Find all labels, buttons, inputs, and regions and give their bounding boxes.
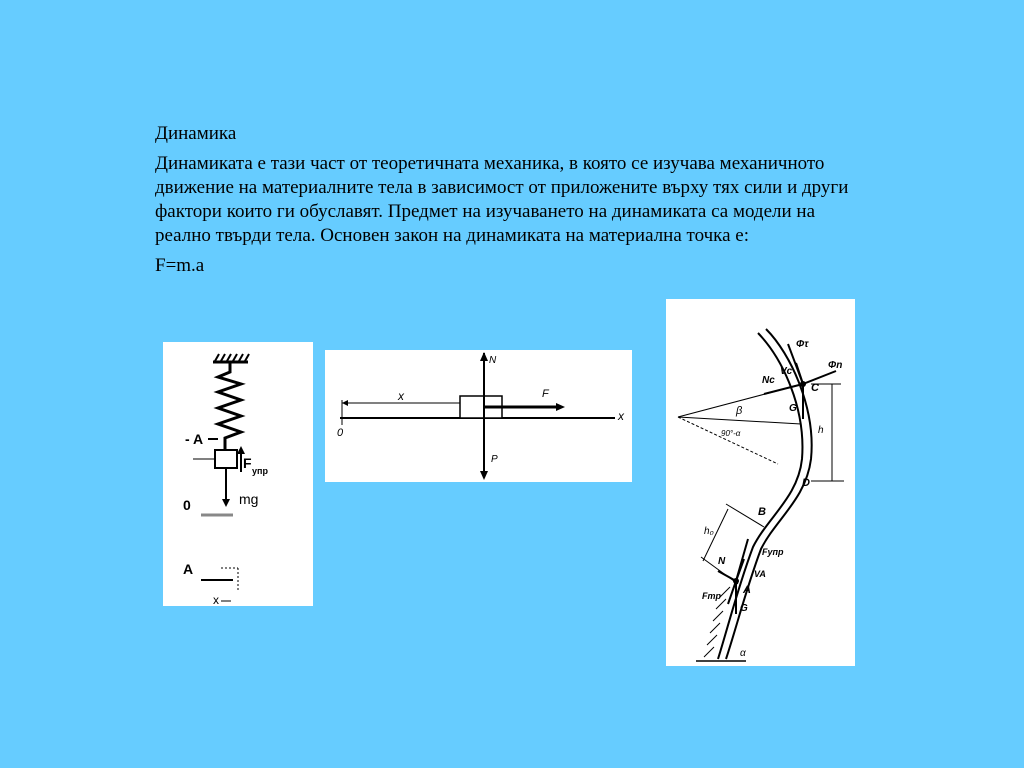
ramp-figure xyxy=(666,299,855,666)
label-x-axis: x xyxy=(618,409,624,423)
label-mg: mg xyxy=(239,491,259,507)
angle-line-lower xyxy=(678,417,778,464)
label-phi-n: Φn xyxy=(828,360,843,371)
mass-block xyxy=(215,450,237,468)
label-f-upr: Fупр xyxy=(762,547,784,557)
phi-n-arrow xyxy=(803,371,836,384)
label-vc: Vc xyxy=(780,366,793,377)
label-g-top: G xyxy=(789,403,797,414)
ramp-inner xyxy=(718,333,802,659)
slide-text-block xyxy=(155,122,855,278)
label-d: D xyxy=(802,477,810,489)
spring-diagram xyxy=(163,342,313,606)
block-figure xyxy=(325,350,632,482)
gravity-arrowhead xyxy=(222,499,230,507)
label-minus-a: - A xyxy=(185,431,204,447)
label-n: N xyxy=(489,355,497,366)
label-x-top: x xyxy=(398,389,404,403)
label-ftr: Fтр xyxy=(702,591,721,601)
label-phi-t: Φτ xyxy=(796,339,809,350)
spring-coil xyxy=(218,363,241,450)
spring-figure xyxy=(163,342,313,606)
label-b: B xyxy=(758,506,766,518)
label-beta: β xyxy=(736,405,743,417)
label-f-spring-sub: упр xyxy=(252,466,268,476)
block-diagram xyxy=(325,350,632,482)
label-h: h xyxy=(818,425,824,436)
label-a: A xyxy=(183,561,194,577)
label-alpha: α xyxy=(740,648,746,659)
n-arrow xyxy=(718,571,736,581)
label-origin: 0 xyxy=(337,427,344,439)
label-c: C xyxy=(811,382,819,394)
normal-force-arrowhead xyxy=(480,352,488,361)
force-spring-arrowhead xyxy=(237,446,245,454)
label-n: N xyxy=(718,556,726,567)
ceiling-hatch xyxy=(215,354,249,361)
label-angle: 90°-α xyxy=(721,429,741,438)
label-zero: 0 xyxy=(183,497,191,513)
applied-force-arrowhead xyxy=(556,403,565,411)
label-a: A xyxy=(743,584,751,596)
slide-title: Динамика xyxy=(155,123,237,144)
x-distance-arrow-left xyxy=(342,400,348,406)
label-x: x xyxy=(213,593,219,606)
label-va: VA xyxy=(754,569,766,579)
label-f-spring: F xyxy=(243,455,252,471)
vc-arrow xyxy=(796,363,803,384)
angle-line-mid xyxy=(678,417,801,424)
label-nc: Nc xyxy=(762,375,775,386)
ramp-diagram xyxy=(666,299,855,666)
label-g-bottom: G xyxy=(740,603,748,614)
slide-paragraph: Динамиката е тази част от теоретичната механика, в която се изучава механичното движение на материалните тела в зависимост от приложените върху тях сили и други фактори които ги обуславят. Предмет на изучаването на динамиката са модели на реално твърди тела. Основен закон на динамиката на материална точка е: xyxy=(155,153,849,246)
label-p: P xyxy=(491,454,498,465)
label-f: F xyxy=(542,388,549,400)
label-h0: h₀ xyxy=(704,526,714,537)
formula: F=m.a xyxy=(155,255,205,276)
weight-arrowhead xyxy=(480,471,488,480)
